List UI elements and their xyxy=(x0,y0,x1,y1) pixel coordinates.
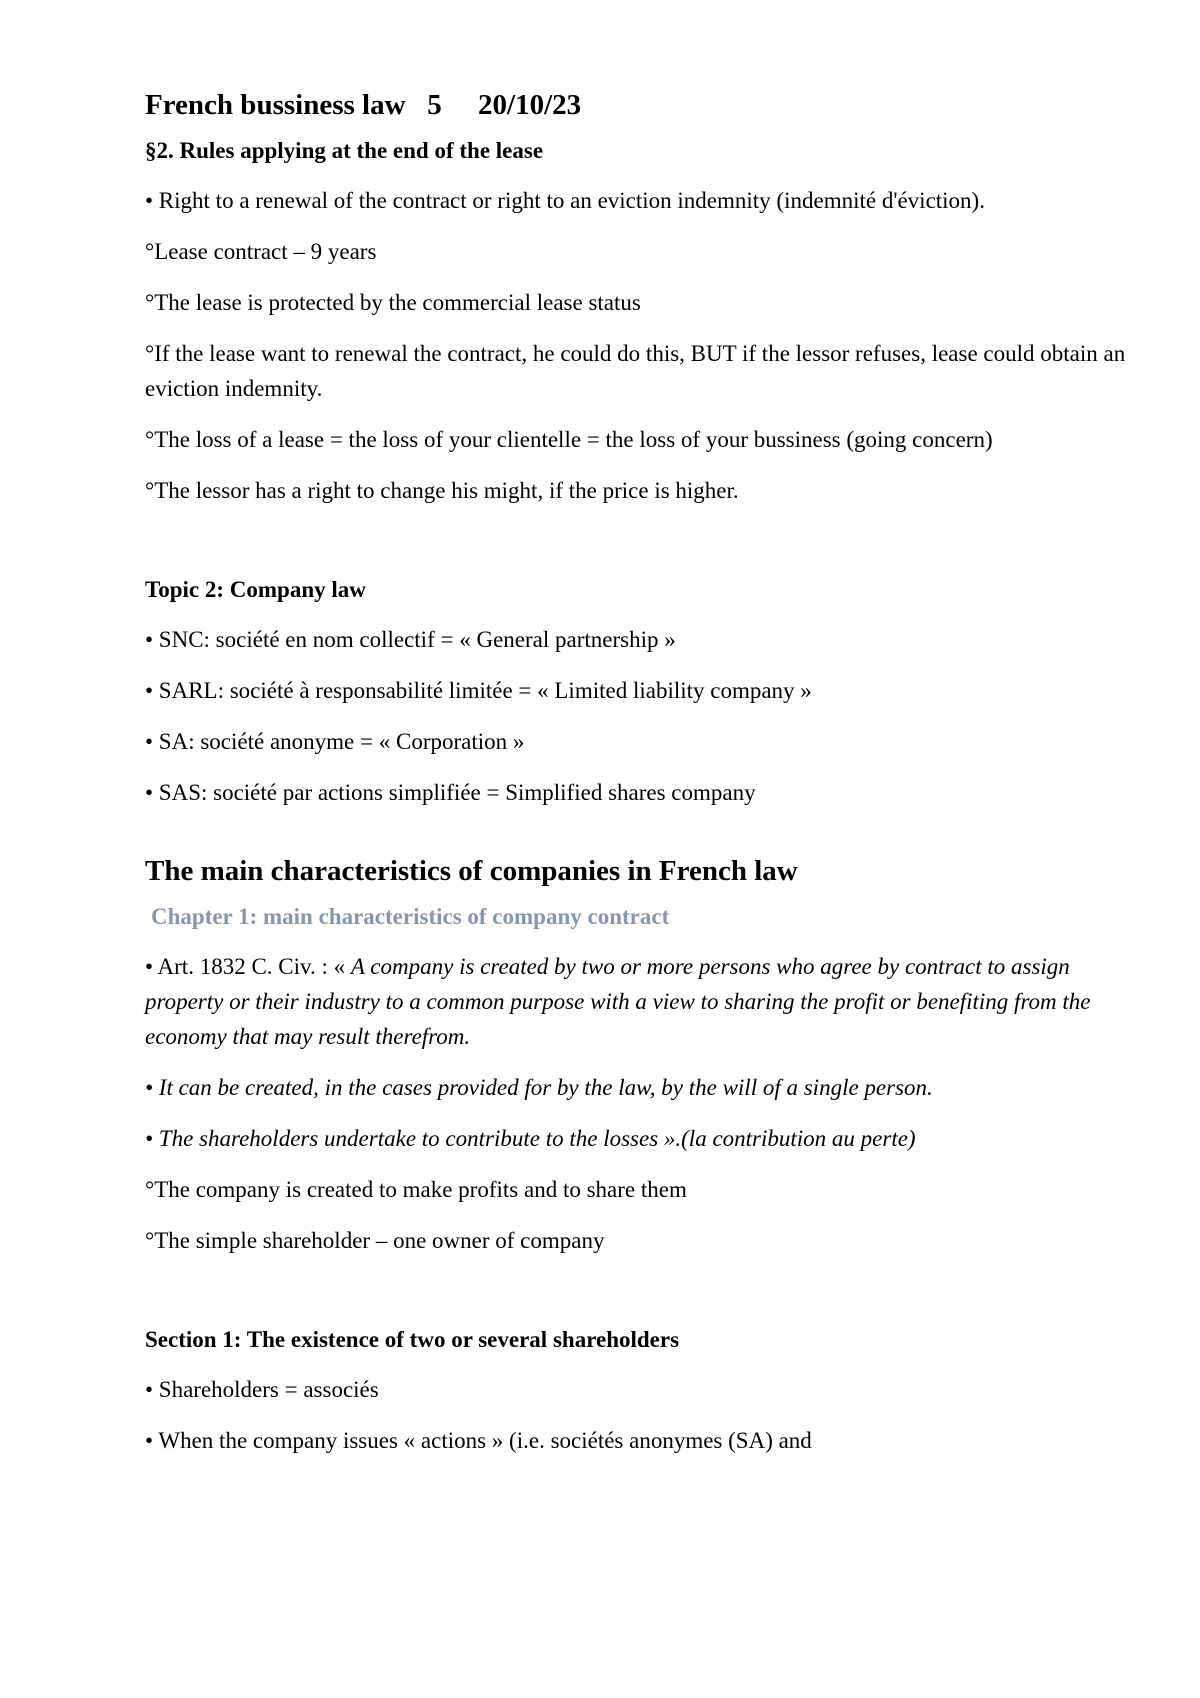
paragraph: °The loss of a lease = the loss of your clientelle = the loss of your bussiness (going concern) xyxy=(145,427,993,452)
section-heading-end-of-lease: §2. Rules applying at the end of the lease xyxy=(145,138,544,163)
list-item: • When the company issues « actions » (i.e. sociétés anonymes (SA) and xyxy=(145,1428,812,1453)
section-heading-shareholders: Section 1: The existence of two or several shareholders xyxy=(145,1327,680,1352)
article-reference: • Art. 1832 C. Civ. : « xyxy=(145,954,351,979)
paragraph: °The company is created to make profits and to share them xyxy=(145,1177,687,1202)
paragraph: • It can be created, in the cases provided for by the law, by the will of a single person. xyxy=(145,1075,933,1100)
main-characteristics-heading: The main characteristics of companies in French law xyxy=(145,855,798,887)
paragraph: °The lease is protected by the commercial lease status xyxy=(145,290,641,315)
document-page xyxy=(145,88,1135,1474)
paragraph: • The shareholders undertake to contribute to the losses ».(la contribution au perte) xyxy=(145,1126,916,1151)
paragraph: • Right to a renewal of the contract or right to an eviction indemnity (indemnité d'éviction). xyxy=(145,188,985,213)
document-title: French bussiness law 5 20/10/23 xyxy=(145,89,582,121)
paragraph: °The lessor has a right to change his might, if the price is higher. xyxy=(145,478,739,503)
list-item: • SAS: société par actions simplifiée = Simplified shares company xyxy=(145,780,756,805)
chapter-heading: Chapter 1: main characteristics of company contract xyxy=(151,904,670,929)
list-item: • Shareholders = associés xyxy=(145,1377,379,1402)
spacer xyxy=(145,524,1135,575)
list-item: • SARL: société à responsabilité limitée = « Limited liability company » xyxy=(145,678,812,703)
list-item: • SNC: société en nom collectif = « General partnership » xyxy=(145,627,676,652)
spacer xyxy=(145,1274,1135,1325)
paragraph: °Lease contract – 9 years xyxy=(145,239,377,264)
list-item: • SA: société anonyme = « Corporation » xyxy=(145,729,525,754)
paragraph: °The simple shareholder – one owner of company xyxy=(145,1228,605,1253)
article-quote xyxy=(145,949,1135,1054)
topic-heading-company-law: Topic 2: Company law xyxy=(145,577,366,602)
spacer xyxy=(145,826,1135,854)
paragraph: °If the lease want to renewal the contract, he could do this, BUT if the lessor refuses, lease could obtain an eviction indemnity. xyxy=(145,341,1126,401)
article-text: A company is created by two or more persons who agree by contract to assign property or their industry to a common purpose with a view to sharing the profit or benefiting from the economy that may result therefrom. xyxy=(145,954,1091,1049)
